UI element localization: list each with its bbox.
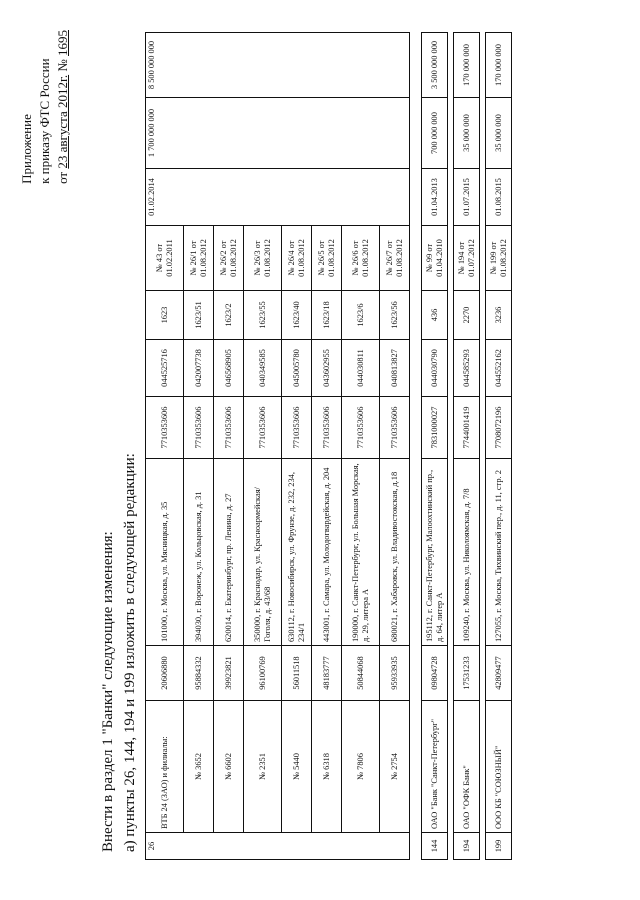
bik-cell: 040813827 xyxy=(380,340,410,397)
document-cell: № 26/3 от 01.08.2012 xyxy=(244,226,282,291)
amount-b-cell: 170 000 000 xyxy=(454,33,480,98)
reg-number-cell: 1623/55 xyxy=(244,291,282,340)
okpo-code-cell: 09804728 xyxy=(422,646,448,701)
inn-cell: 7710353606 xyxy=(342,397,380,459)
inn-cell: 7708072196 xyxy=(486,397,512,459)
item-199-table xyxy=(485,32,512,860)
document-cell: № 43 от 01.02.2011 xyxy=(146,226,184,291)
inn-cell: 7710353606 xyxy=(380,397,410,459)
amount-b-cell: 8 500 000 000 xyxy=(146,33,410,98)
inn-cell: 7710353606 xyxy=(282,397,312,459)
bik-cell: 046568905 xyxy=(214,340,244,397)
address-cell: 350000, г. Краснодар, ул. Красноармейская/Гоголя, д. 43/68 xyxy=(244,459,282,646)
date-cell: 01.02.2014 xyxy=(146,169,410,226)
amount-b-cell: 170 000 000 xyxy=(486,33,512,98)
document-header xyxy=(18,30,72,184)
bank-name-cell: № 6318 xyxy=(312,701,342,833)
okpo-code-cell: 50844068 xyxy=(342,646,380,701)
intro-subtext: а) пункты 26, 144, 194 и 199 изложить в следующей редакции: xyxy=(122,453,138,852)
item-26-table xyxy=(145,32,410,860)
reg-number-cell: 1623/6 xyxy=(342,291,380,340)
inn-cell: 7744001419 xyxy=(454,397,480,459)
item-table-body xyxy=(422,33,448,860)
order-number: 1695 xyxy=(55,30,70,56)
reg-number-cell: 3236 xyxy=(486,291,512,340)
amount-a-cell: 35 000 000 xyxy=(454,98,480,169)
bank-name-cell: № 6602 xyxy=(214,701,244,833)
number-sign: № xyxy=(55,59,70,72)
inn-cell: 7710353606 xyxy=(312,397,342,459)
table-row xyxy=(486,33,512,860)
okpo-code-cell: 42809477 xyxy=(486,646,512,701)
item-table-body xyxy=(486,33,512,860)
bank-name-cell: № 2754 xyxy=(380,701,410,833)
document-cell: № 194 от 01.07.2012 xyxy=(454,226,480,291)
table-row xyxy=(454,33,480,860)
address-cell: 101000, г. Москва, ул. Мясницкая, д. 35 xyxy=(146,459,184,646)
document-cell: № 26/2 от 01.08.2012 xyxy=(214,226,244,291)
address-cell: 394030, г. Воронеж, ул. Кольцовская, д. 31 xyxy=(184,459,214,646)
reg-number-cell: 436 xyxy=(422,291,448,340)
intro-text: Внести в раздел 1 "Банки" следующие изменения: xyxy=(100,531,116,852)
date-cell: 01.07.2015 xyxy=(454,169,480,226)
address-cell: 680021, г. Хабаровск, ул. Владивостокская, д.18 xyxy=(380,459,410,646)
okpo-code-cell: 96100769 xyxy=(244,646,282,701)
inn-cell: 7831000027 xyxy=(422,397,448,459)
reg-number-cell: 1623/56 xyxy=(380,291,410,340)
item-26-table-body xyxy=(146,33,410,860)
reg-number-cell: 2270 xyxy=(454,291,480,340)
bik-cell: 043602955 xyxy=(312,340,342,397)
bik-cell: 042007738 xyxy=(184,340,214,397)
reg-number-cell: 1623/18 xyxy=(312,291,342,340)
amount-b-cell: 3 500 000 000 xyxy=(422,33,448,98)
row-number: 199 xyxy=(486,833,512,860)
reg-number-cell: 1623/51 xyxy=(184,291,214,340)
header-prefix: от xyxy=(55,171,70,184)
header-line-1: Приложение xyxy=(19,114,34,184)
address-cell: 190000, г. Санкт-Петербург, ул. Большая Морская, д. 29, литера А xyxy=(342,459,380,646)
okpo-code-cell: 48183777 xyxy=(312,646,342,701)
row-number: 26 xyxy=(146,833,410,860)
bik-cell: 044030811 xyxy=(342,340,380,397)
header-line-2: к приказу ФТС России xyxy=(37,58,52,184)
bik-cell: 044552162 xyxy=(486,340,512,397)
okpo-code-cell: 56011518 xyxy=(282,646,312,701)
inn-cell: 7710353606 xyxy=(184,397,214,459)
reg-number-cell: 1623 xyxy=(146,291,184,340)
date-cell: 01.04.2013 xyxy=(422,169,448,226)
order-date: 23 августа 2012г. xyxy=(55,74,70,169)
item-144-table xyxy=(421,32,448,860)
item-table-body xyxy=(454,33,480,860)
okpo-code-cell: 20606880 xyxy=(146,646,184,701)
bik-cell: 044030790 xyxy=(422,340,448,397)
table-row xyxy=(422,33,448,860)
document-cell: № 26/1 от 01.08.2012 xyxy=(184,226,214,291)
okpo-code-cell: 39923821 xyxy=(214,646,244,701)
address-cell: 195112, г. Санкт-Петербург, Малоохтинский пр., д. 64, литер А xyxy=(422,459,448,646)
table-row xyxy=(146,33,184,860)
amount-a-cell: 1 700 000 000 xyxy=(146,98,410,169)
row-number: 144 xyxy=(422,833,448,860)
address-cell: 620014, г. Екатеринбург, пр. Ленина, д. 27 xyxy=(214,459,244,646)
bank-name-cell: № 2351 xyxy=(244,701,282,833)
date-cell: 01.08.2015 xyxy=(486,169,512,226)
document-cell: № 26/4 от 01.08.2012 xyxy=(282,226,312,291)
okpo-code-cell: 17531233 xyxy=(454,646,480,701)
bik-cell: 044525716 xyxy=(146,340,184,397)
reg-number-cell: 1623/40 xyxy=(282,291,312,340)
bank-name-cell: ОАО "Банк "Санкт-Петербург" xyxy=(422,701,448,833)
document-cell: № 199 от 01.08.2012 xyxy=(486,226,512,291)
document-cell: № 26/6 от 01.08.2012 xyxy=(342,226,380,291)
inn-cell: 7710353606 xyxy=(244,397,282,459)
row-number: 194 xyxy=(454,833,480,860)
bank-name-cell: ООО КБ "СОЮЗНЫЙ" xyxy=(486,701,512,833)
document-cell: № 26/7 от 01.08.2012 xyxy=(380,226,410,291)
inn-cell: 7710353606 xyxy=(146,397,184,459)
bank-name-cell: № 5440 xyxy=(282,701,312,833)
document-cell: № 26/5 от 01.08.2012 xyxy=(312,226,342,291)
bank-name-cell: ВТБ 24 (ЗАО) и филиалы: xyxy=(146,701,184,833)
okpo-code-cell: 95933935 xyxy=(380,646,410,701)
reg-number-cell: 1623/2 xyxy=(214,291,244,340)
address-cell: 109240, г. Москва, ул. Николоямская, д. 7/8 xyxy=(454,459,480,646)
header-line-3 xyxy=(54,30,72,184)
amount-a-cell: 700 000 000 xyxy=(422,98,448,169)
bik-cell: 040349585 xyxy=(244,340,282,397)
address-cell: 630112, г. Новосибирск, ул. Фрунзе, д. 232, 234, 234/1 xyxy=(282,459,312,646)
bank-name-cell: № 7806 xyxy=(342,701,380,833)
address-cell: 127055, г. Москва, Тихвинский пер., д. 11, стр. 2 xyxy=(486,459,512,646)
bank-name-cell: ОАО "ОФК Банк" xyxy=(454,701,480,833)
address-cell: 443001, г. Самара, ул. Молодогвардейская, д. 204 xyxy=(312,459,342,646)
inn-cell: 7710353606 xyxy=(214,397,244,459)
bik-cell: 044585293 xyxy=(454,340,480,397)
okpo-code-cell: 95884332 xyxy=(184,646,214,701)
amount-a-cell: 35 000 000 xyxy=(486,98,512,169)
bank-name-cell: № 3652 xyxy=(184,701,214,833)
document-cell: № 99 от 01.04.2010 xyxy=(422,226,448,291)
bik-cell: 045005780 xyxy=(282,340,312,397)
item-194-table xyxy=(453,32,480,860)
